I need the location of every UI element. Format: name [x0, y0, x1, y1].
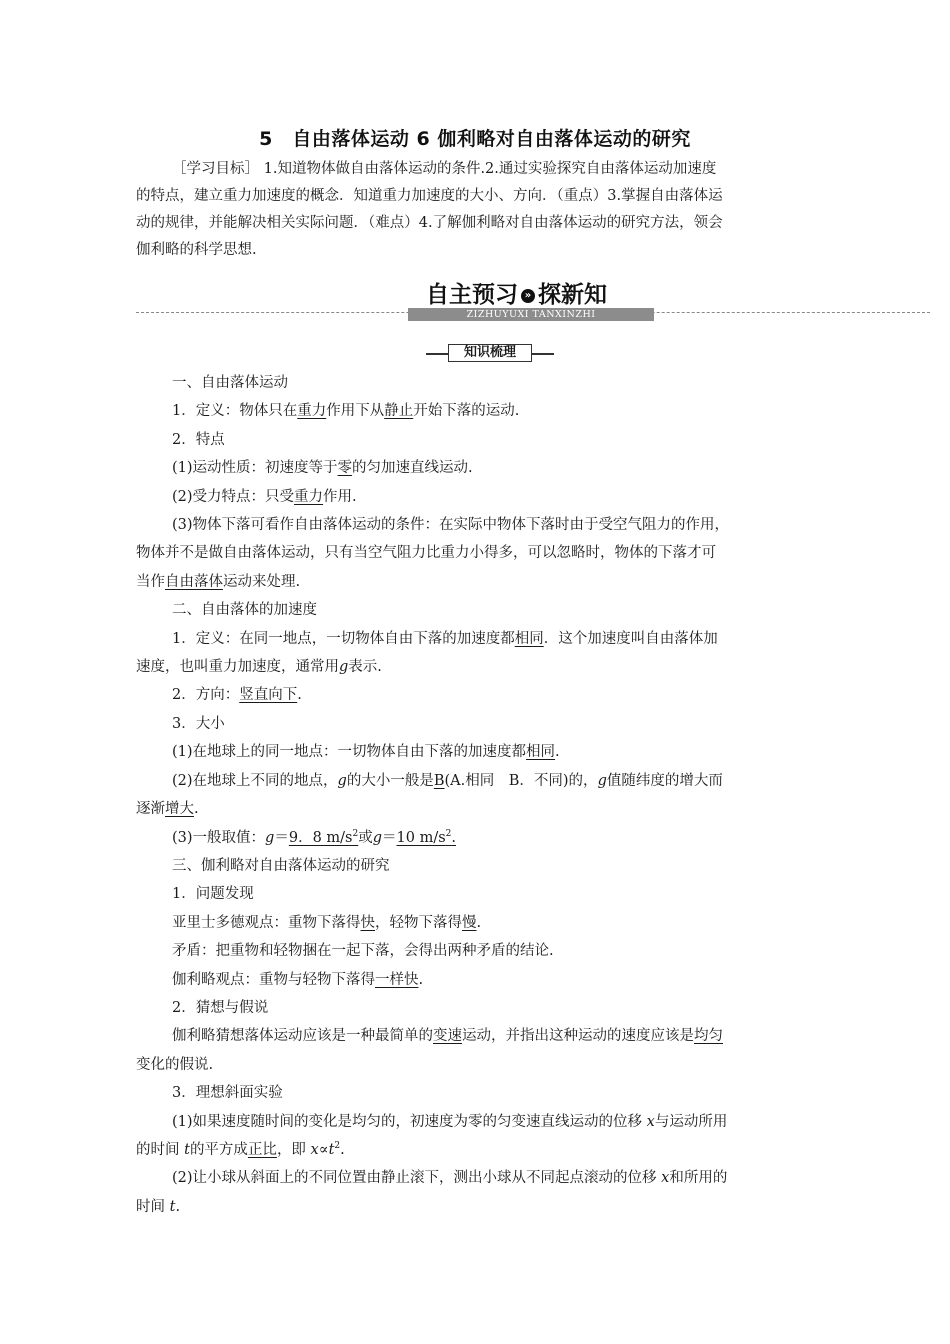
answer-underline: 相同 [526, 744, 556, 761]
answer-underline: 9．8 $m/s^2$ [288, 828, 359, 846]
paragraph: 逐渐增大. [136, 801, 199, 818]
answer-underline: 静止 [384, 403, 414, 420]
learning-objectives [136, 156, 816, 264]
paragraph: 变化的假说. [136, 1056, 214, 1073]
double-arrow-icon: » [521, 289, 535, 303]
answer-underline: 重力 [297, 403, 327, 420]
paragraph: 当作自由落体运动来处理. [136, 573, 301, 590]
section-banner [136, 276, 930, 324]
paragraph: (1)如果速度随时间的变化是均匀的，初速度为零的匀变速直线运动的位移 x与运动所用 [172, 1113, 728, 1130]
answer-underline: 零 [337, 460, 353, 477]
paragraph: 3．大小 [172, 715, 225, 732]
paragraph: 2．方向：竖直向下. [172, 687, 302, 704]
answer-underline: 自由落体 [165, 573, 223, 590]
paragraph: 1．定义：物体只在重力作用下从静止开始下落的运动. [172, 403, 520, 420]
paragraph: 3．理想斜面实验 [172, 1085, 283, 1102]
section-heading: 一、自由落体运动 [172, 375, 288, 391]
paragraph: (1)运动性质：初速度等于零的匀加速直线运动. [172, 460, 473, 477]
banner-title-left: 自主预习 [426, 282, 518, 308]
paragraph: 物体并不是做自由落体运动，只有当空气阻力比重力小得多，可以忽略时，物体的下落才可 [136, 545, 716, 562]
answer-underline: B [433, 772, 445, 789]
banner-title [426, 276, 644, 306]
objectives-line: 的特点，建立重力加速度的概念．知道重力加速度的大小、方向．（重点）3.掌握自由落体运 [136, 188, 723, 204]
paragraph: 1．定义：在同一地点，一切物体自由下落的加速度都相同．这个加速度叫自由落体加 [172, 630, 718, 647]
answer-underline: 变速 [433, 1028, 462, 1045]
paragraph: 时间 t. [136, 1198, 181, 1215]
paragraph: 的时间 t的平方成正比，即 $x\propto t^2$. [136, 1140, 345, 1158]
page-title: 5 自由落体运动 6 伽利略对自由落体运动的研究 [259, 128, 691, 150]
answer-underline: 均匀 [694, 1028, 723, 1045]
paragraph: 伽利略猜想落体运动应该是一种最简单的变速运动，并指出这种运动的速度应该是均匀 [172, 1028, 723, 1045]
banner-title-right: 探新知 [538, 282, 607, 308]
answer-underline: 慢 [462, 914, 477, 931]
sub-banner [426, 344, 554, 362]
objectives-line: ［学习目标］ 1.知道物体做自由落体运动的条件.2.通过实验探究自由落体运动加速度 [172, 161, 717, 177]
paragraph: (3)一般取值：g＝9．8 $m/s^2$或g＝10 $m/s^2$. [172, 828, 456, 846]
section-heading: 三、伽利略对自由落体运动的研究 [172, 857, 390, 874]
answer-underline: 10 $m/s^2$. [396, 828, 456, 846]
content-body [136, 369, 816, 1221]
paragraph: (2)受力特点：只受重力作用. [172, 488, 357, 505]
banner-pinyin: ZIZHUYUXI TANXINZHI [408, 308, 654, 321]
section-heading: 二、自由落体的加速度 [172, 602, 317, 619]
paragraph: 2．猜想与假说 [172, 999, 269, 1016]
answer-underline: 相同 [514, 630, 544, 647]
paragraph: 速度，也叫重力加速度，通常用g表示. [136, 659, 382, 676]
answer-underline: 快 [360, 914, 375, 931]
paragraph: 2．特点 [172, 431, 225, 448]
answer-underline: 增大 [165, 801, 194, 818]
answer-underline: 一样快 [375, 971, 419, 988]
objectives-line: 动的规律，并能解决相关实际问题．（难点）4.了解伽利略对自由落体运动的研究方法，领会 [136, 215, 723, 231]
answer-underline: 正比 [247, 1141, 277, 1158]
paragraph: (2)在地球上不同的地点，g的大小一般是B(A.相同 B．不同)的，g值随纬度的增大而 [172, 772, 723, 789]
paragraph: 1．问题发现 [172, 886, 254, 903]
sub-banner-label: 知识梳理 [448, 344, 532, 362]
paragraph: 伽利略观点：重物与轻物下落得一样快. [172, 971, 424, 988]
paragraph: 矛盾：把重物和轻物捆在一起下落，会得出两种矛盾的结论. [172, 943, 554, 960]
answer-underline: 竖直向下 [239, 687, 298, 704]
paragraph: (1)在地球上的同一地点：一切物体自由下落的加速度都相同. [172, 744, 560, 761]
paragraph: (2)让小球从斜面上的不同位置由静止滚下，测出小球从不同起点滚动的位移 x和所用的 [172, 1170, 728, 1187]
answer-underline: 重力 [294, 488, 324, 505]
paragraph: (3)物体下落可看作自由落体运动的条件：在实际中物体下落时由于受空气阻力的作用， [172, 517, 730, 534]
paragraph: 亚里士多德观点：重物下落得快，轻物下落得慢. [172, 914, 482, 931]
objectives-line: 伽利略的科学思想. [136, 242, 257, 258]
